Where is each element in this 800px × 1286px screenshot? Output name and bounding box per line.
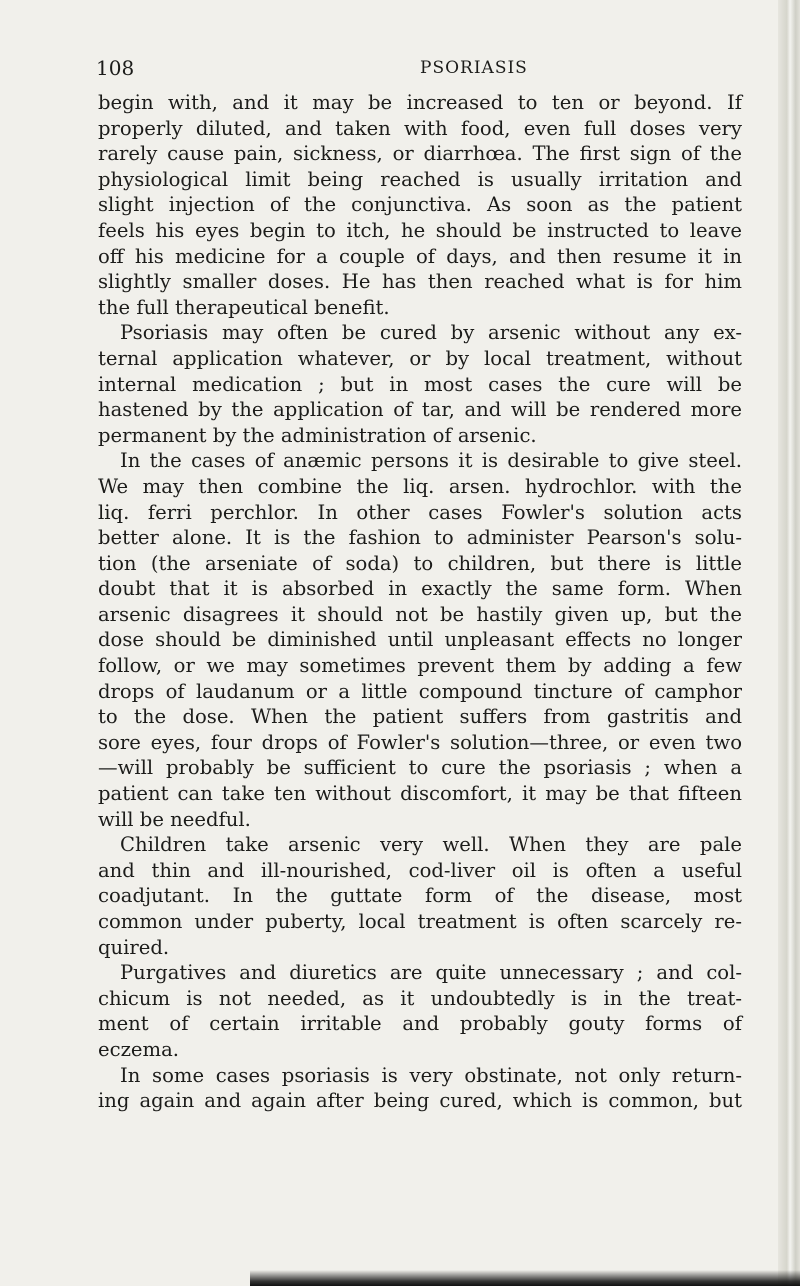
text-line: feels his eyes begin to itch, he should be instructed to leave [98, 218, 742, 242]
text-line: better alone. It is the fashion to administer Pearson's solu- [98, 526, 742, 550]
text-line: rarely cause pain, sickness, or diarrhœa. The first sign of the [98, 142, 742, 166]
text-line: —will probably be sufficient to cure the psoriasis ; when a [98, 756, 742, 780]
text-line: chicum is not needed, as it undoubtedly is in the treat- [98, 986, 742, 1010]
text-line: In some cases psoriasis is very obstinate, not only return- [120, 1063, 742, 1087]
text-line: Purgatives and diuretics are quite unnecessary ; and col- [120, 961, 742, 985]
page-bottom-shadow [250, 1270, 800, 1286]
text-line: coadjutant. In the guttate form of the disease, most [98, 884, 742, 908]
text-line: sore eyes, four drops of Fowler's solution—three, or even two [98, 730, 742, 754]
text-line: will be needful. [98, 807, 251, 831]
text-line: hastened by the application of tar, and will be rendered more [98, 398, 742, 422]
text-line: dose should be diminished until unpleasant effects no longer [98, 628, 742, 652]
text-line: Children take arsenic very well. When they are pale [120, 833, 742, 857]
text-line: arsenic disagrees it should not be hastily given up, but the [98, 602, 742, 626]
text-line: slightly smaller doses. He has then reached what is for him [98, 270, 742, 294]
text-line: permanent by the administration of arsenic. [98, 423, 537, 447]
page-header [96, 56, 736, 82]
text-line: We may then combine the liq. arsen. hydrochlor. with the [98, 474, 742, 498]
text-line: slight injection of the conjunctiva. As soon as the patient [98, 193, 742, 217]
text-line: doubt that it is absorbed in exactly the same form. When [98, 577, 742, 601]
text-line: quired. [98, 935, 170, 959]
text-line: ment of certain irritable and probably gouty forms of [98, 1012, 742, 1036]
text-line: follow, or we may sometimes prevent them by adding a few [98, 654, 742, 678]
text-line: tion (the arseniate of soda) to children, but there is little [98, 551, 742, 575]
text-line: the full therapeutical benefit. [98, 295, 390, 319]
text-line: eczema. [98, 1037, 179, 1061]
text-line: off his medicine for a couple of days, and then resume it in [98, 244, 742, 268]
text-line: internal medication ; but in most cases the cure will be [98, 372, 742, 396]
text-line: ternal application whatever, or by local treatment, without [98, 346, 742, 370]
text-line: patient can take ten without discomfort, it may be that fifteen [98, 782, 742, 806]
text-line: begin with, and it may be increased to ten or beyond. If [98, 91, 742, 114]
body-text [98, 90, 742, 1114]
text-line: common under puberty, local treatment is often scarcely re- [98, 910, 742, 933]
text-line: drops of laudanum or a little compound tincture of camphor [98, 679, 742, 703]
text-line: ing again and again after being cured, which is common, but [98, 1089, 742, 1113]
text-line: In the cases of anæmic persons it is desirable to give steel. [120, 449, 742, 473]
text-line: Psoriasis may often be cured by arsenic without any ex- [120, 321, 742, 345]
text-line: to the dose. When the patient suffers from gastritis and [98, 705, 742, 729]
page-edge [778, 0, 800, 1286]
text-line: and thin and ill-nourished, cod-liver oil is often a useful [98, 858, 742, 882]
text-line: physiological limit being reached is usually irritation and [98, 167, 742, 191]
page-number: 108 [96, 56, 135, 80]
running-title: PSORIASIS [420, 58, 528, 78]
text-line: properly diluted, and taken with food, even full doses very [98, 116, 742, 140]
text-line: liq. ferri perchlor. In other cases Fowler's solution acts [98, 500, 742, 524]
